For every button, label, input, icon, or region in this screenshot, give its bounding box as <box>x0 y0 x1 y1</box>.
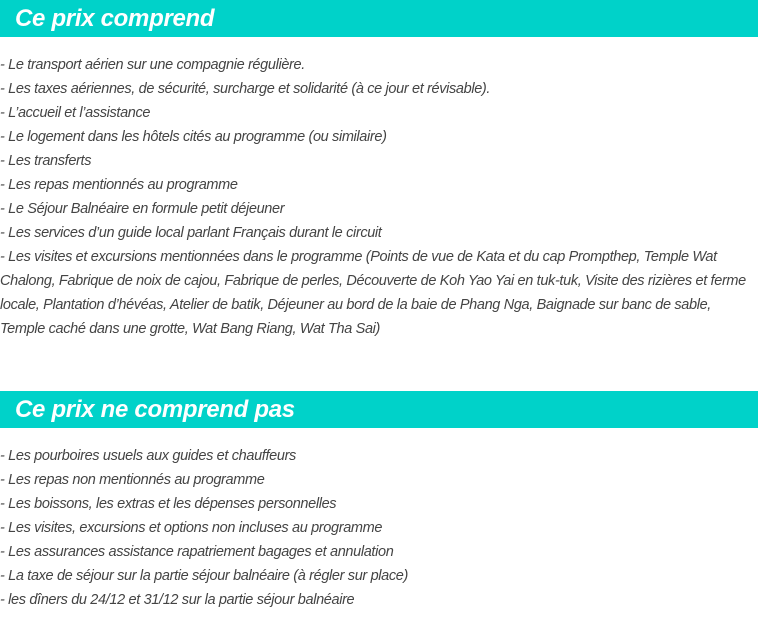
included-list <box>0 53 758 341</box>
list-item: - Les visites, excursions et options non incluses au programme <box>0 520 383 536</box>
list-item: - Les repas mentionnés au programme <box>0 177 238 193</box>
list-item: - les dîners du 24/12 et 31/12 sur la partie séjour balnéaire <box>0 592 355 608</box>
list-item: - Le logement dans les hôtels cités au programme (ou similaire) <box>0 129 387 145</box>
excluded-section-header: Ce prix ne comprend pas <box>0 391 758 428</box>
list-item: - Le transport aérien sur une compagnie régulière. <box>0 57 305 73</box>
list-item: - Les transferts <box>0 153 92 169</box>
list-item: - La taxe de séjour sur la partie séjour balnéaire (à régler sur place) <box>0 568 408 584</box>
list-item: - Les assurances assistance rapatriement bagages et annulation <box>0 544 394 560</box>
list-item: - Les visites et excursions mentionnées dans le programme (Points de vue de Kata et du cap Prompthep, Temple Wat Chalong, Fabrique de noix de cajou, Fabrique de perles, Découverte de Koh Yao Yai en tuk-tuk, Visite des rizières et ferme locale, Plantation d’hévéas, Atelier de batik, Déjeuner au bord de la baie de Phang Nga, Baignade sur banc de sable, Temple caché dans une grotte, Wat Bang Riang, Wat Tha Sai) <box>0 249 746 337</box>
included-section-header: Ce prix comprend <box>0 0 758 37</box>
list-item: - Les boissons, les extras et les dépenses personnelles <box>0 496 337 512</box>
list-item: - Les services d’un guide local parlant Français durant le circuit <box>0 225 382 241</box>
list-item: - Les pourboires usuels aux guides et chauffeurs <box>0 448 296 464</box>
excluded-list <box>0 444 758 612</box>
list-item: - L’accueil et l’assistance <box>0 105 151 121</box>
list-item: - Les repas non mentionnés au programme <box>0 472 265 488</box>
list-item: - Les taxes aériennes, de sécurité, surcharge et solidarité (à ce jour et révisable). <box>0 81 491 97</box>
list-item: - Le Séjour Balnéaire en formule petit déjeuner <box>0 201 285 217</box>
